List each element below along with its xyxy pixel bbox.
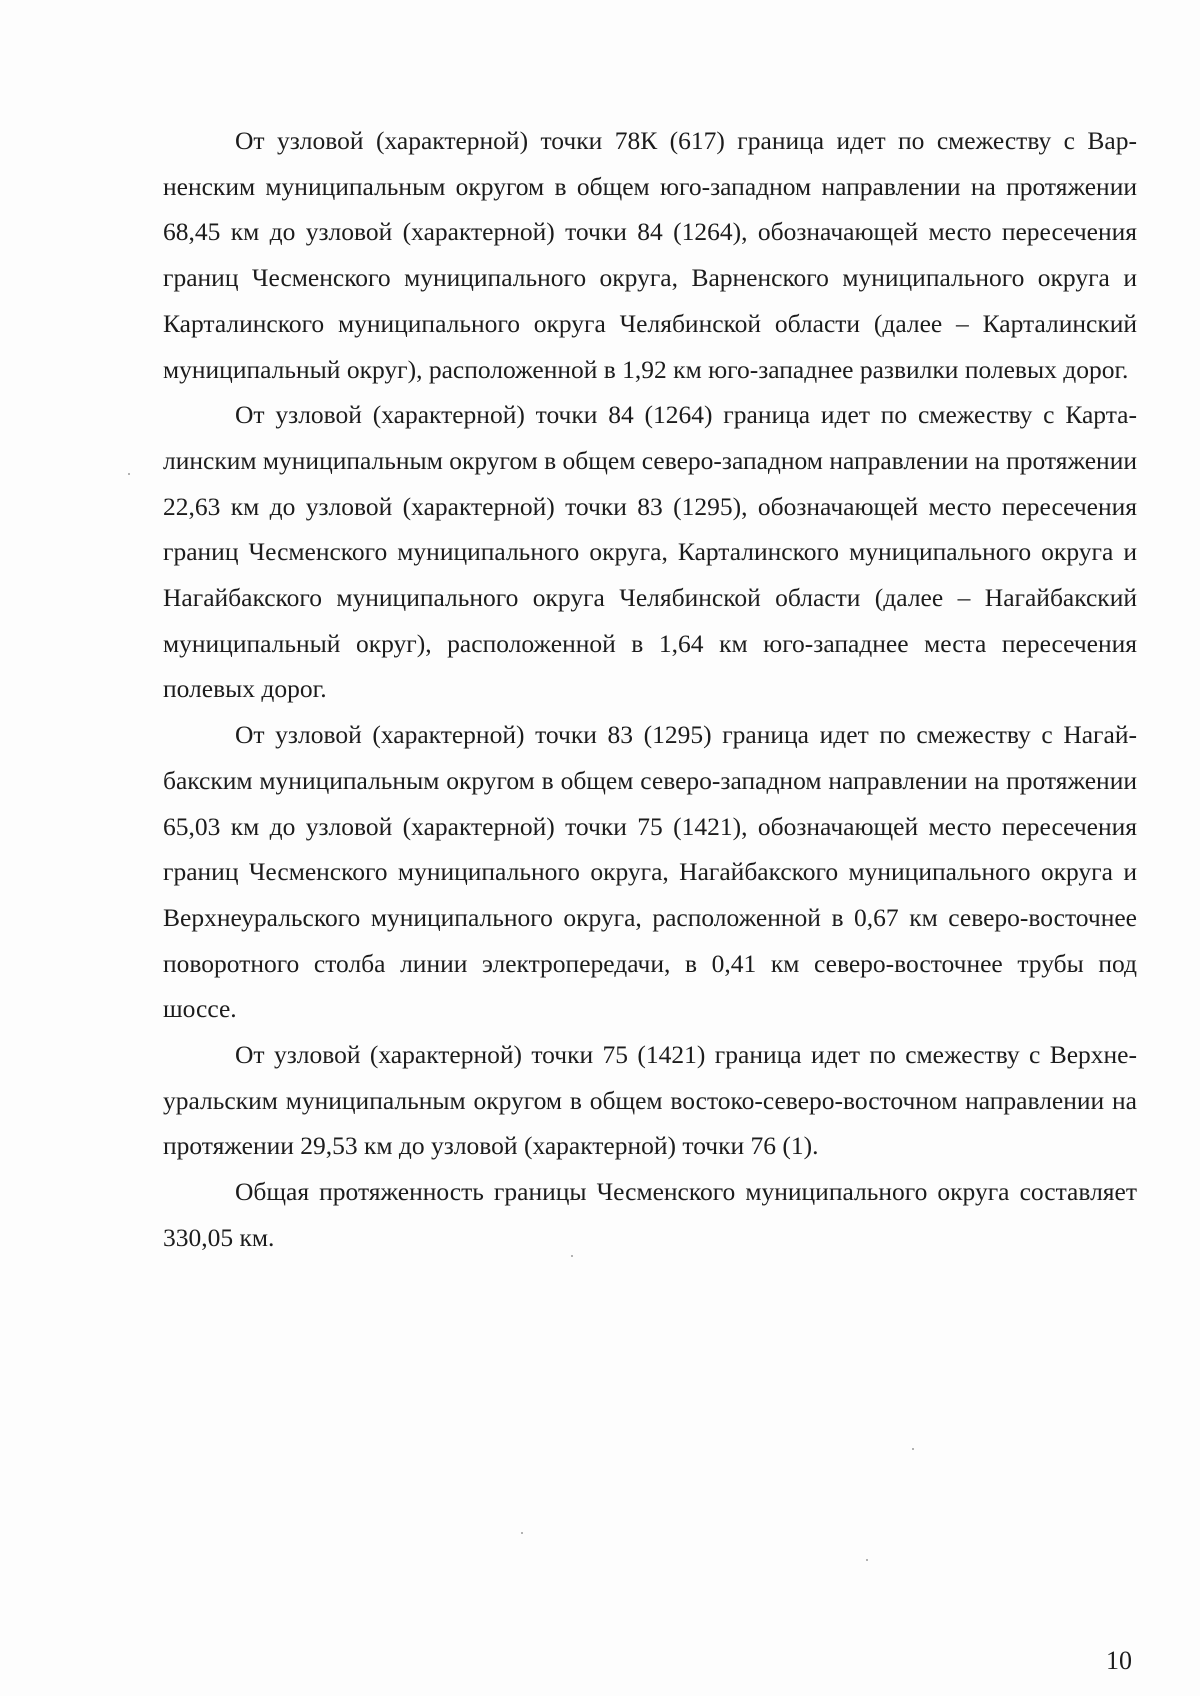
- document-body: [163, 118, 1137, 1261]
- scan-speck: [128, 473, 130, 475]
- paragraph-5: Общая протяженность границы Чесменского муниципального округа составляет 330,05 км.: [163, 1177, 1137, 1252]
- paragraph-2: От узловой (характерной) точки 84 (1264) граница идет по смежеству с Карталинским муниципальным округом в общем северо-западном направлении на протяжении 22,63 км до узловой (характерной) точки 83 (1295), обозначающей место пересечения границ Чесменского муниципального округа, Карталинского муниципального округа и Нагайбакского муниципального округа Челябинской области (далее – Нагайбакский муниципальный округ), расположенной в 1,64 км юго-западнее места пересечения полевых дорог.: [163, 400, 1137, 704]
- scan-speck: [866, 1559, 868, 1561]
- scan-speck: [521, 1532, 523, 1534]
- paragraph-4: От узловой (характерной) точки 75 (1421) граница идет по смежеству с Верхнеуральским муниципальным округом в общем востоко-северо-восточном направлении на протяжении 29,53 км до узловой (характерной) точки 76 (1).: [163, 1040, 1137, 1161]
- scan-speck: [912, 1448, 914, 1450]
- paragraph-1: От узловой (характерной) точки 78К (617) граница идет по смежеству с Варненским муниципальным округом в общем юго-западном направлении на протяжении 68,45 км до узловой (характерной) точки 84 (1264), обозначающей место пересечения границ Чесменского муниципального округа, Варненского муниципального округа и Карталинского муниципального округа Челябинской области (далее – Карталинский муниципальный округ), расположенной в 1,92 км юго-западнее развилки полевых дорог.: [163, 126, 1137, 384]
- paragraph-3: От узловой (характерной) точки 83 (1295) граница идет по смежеству с Нагайбакским муниципальным округом в общем северо-западном направлении на протяжении 65,03 км до узловой (характерной) точки 75 (1421), обозначающей место пересечения границ Чесменского муниципального округа, Нагайбакского муниципального округа и Верхнеуральского муниципального округа, расположенной в 0,67 км северо-восточнее поворотного столба линии электропередачи, в 0,41 км северо-восточнее трубы под шоссе.: [163, 720, 1137, 1024]
- page-number: 10: [1106, 1646, 1132, 1675]
- scan-speck: [571, 1255, 573, 1257]
